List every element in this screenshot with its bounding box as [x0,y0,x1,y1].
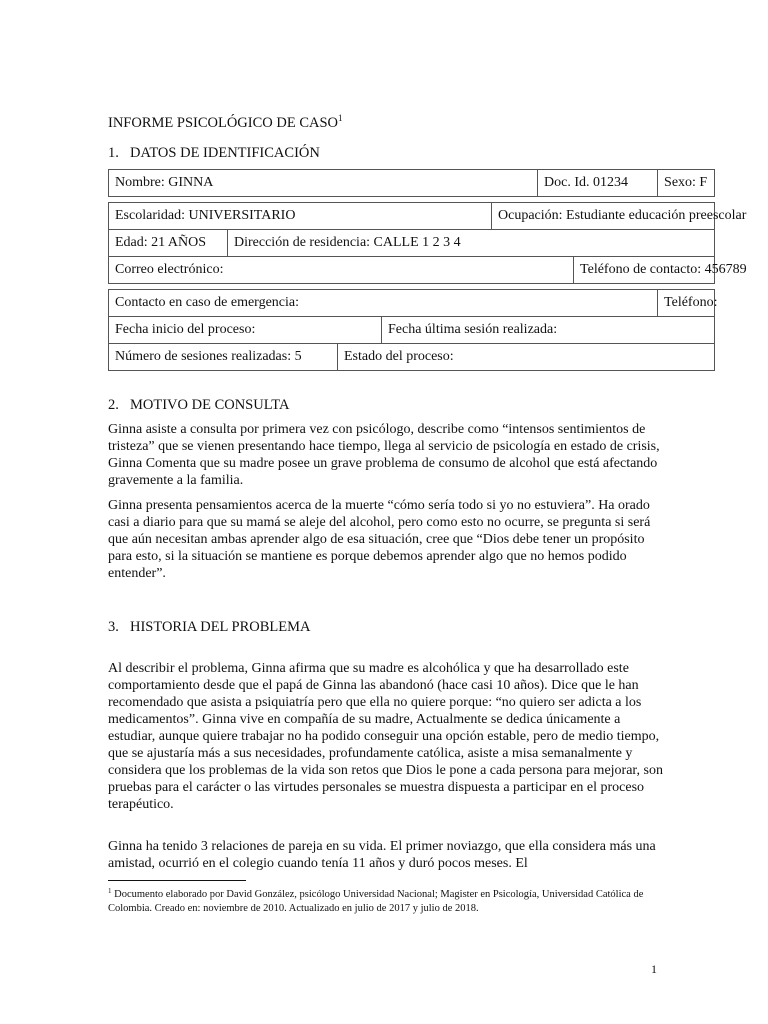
motivo-paragraph-2: Ginna presenta pensamientos acerca de la muerte “cómo sería todo si yo no estuviera”. Ha orado casi a diario para que su mamá se aleje del alcohol, pero como esto no ocurre, se pregunta si será que aún necesitan ambas aprender algo de esa situación, cree que “Dios debe tener un propósito para esto, si la situación se mantiene es porque debemos aprender algo que no hemos podido entender”. [108,498,651,581]
cell-nombre: Nombre: GINNA [109,170,538,197]
section-heading-motivo: 2. MOTIVO DE CONSULTA [108,397,290,413]
cell-fecha-inicio: Fecha inicio del proceso: [109,317,382,344]
cell-telefono-contacto: Teléfono de contacto: 456789 [574,257,715,284]
section-heading-historia: 3. HISTORIA DEL PROBLEMA [108,619,311,635]
cell-ocupacion: Ocupación: Estudiante educación preescolar [492,203,715,230]
cell-telefono: Teléfono: [658,290,715,317]
cell-escolaridad: Escolaridad: UNIVERSITARIO [109,203,492,230]
cell-estado: Estado del proceso: [338,344,715,371]
cell-direccion: Dirección de residencia: CALLE 1 2 3 4 [228,230,715,257]
cell-correo: Correo electrónico: [109,257,574,284]
section-heading-identificacion: 1. DATOS DE IDENTIFICACIÓN [108,145,320,161]
cell-edad: Edad: 21 AÑOS [109,230,228,257]
historia-paragraph-1: Al describir el problema, Ginna afirma que su madre es alcohólica y que ha desarrollado este comportamiento desde que el papá de Ginna las abandonó (hace casi 10 años). Dice que le han recomendado que asista a psiquiatría pero que ella no quiere porque: “no quiero ser adicta a los medicamentos”. Ginna vive en compañía de su madre, Actualmente se dedica únicamente a estudiar, aunque quiere trabajar no ha podido conseguir una opción estable, pero de medio tiempo, que se ajustaría más a sus necesidades, profundamente católica, asiste a misa semanalmente y considera que los problemas de la vida son retos que Dios le pone a cada persona para mejorar, son pruebas para el carácter o las virtudes personales se muestra dispuesta a participar en el proceso terapéutico. [108,661,663,812]
document-title: INFORME PSICOLÓGICO DE CASO$^1$ [108,113,343,131]
footnote: $^1$ Documento elaborado por David González, psicólogo Universidad Nacional; Magister en Psicología, Universidad Católica de Colombia. Creado en: noviembre de 2010. Actualizado en julio de 2017 y julio de 2018. [108,887,644,914]
motivo-paragraph-1: Ginna asiste a consulta por primera vez con psicólogo, describe como “intensos sentimientos de tristeza” que se vienen presentando hace tiempo, llega al servicio de psicología en estado de crisis, Ginna Comenta que su madre posee un grave problema de consumo de alcohol que está afectando gravemente a la familia. [108,422,660,488]
historia-paragraph-2: Ginna ha tenido 3 relaciones de pareja en su vida. El primer noviazgo, que ella considera más una amistad, ocurrió en el colegio cuando tenía 11 años y duró pocos meses. El [108,839,656,871]
footnote-ref: 1 [338,113,343,123]
footnote-separator [108,880,246,881]
cell-fecha-ultima: Fecha última sesión realizada: [382,317,715,344]
page-number: 1 [651,962,657,976]
cell-contacto-emergencia: Contacto en caso de emergencia: [109,290,658,317]
cell-num-sesiones: Número de sesiones realizadas: 5 [109,344,338,371]
identification-table [108,169,747,371]
cell-doc-id: Doc. Id. 01234 [538,170,658,197]
cell-sexo: Sexo: F [658,170,715,197]
